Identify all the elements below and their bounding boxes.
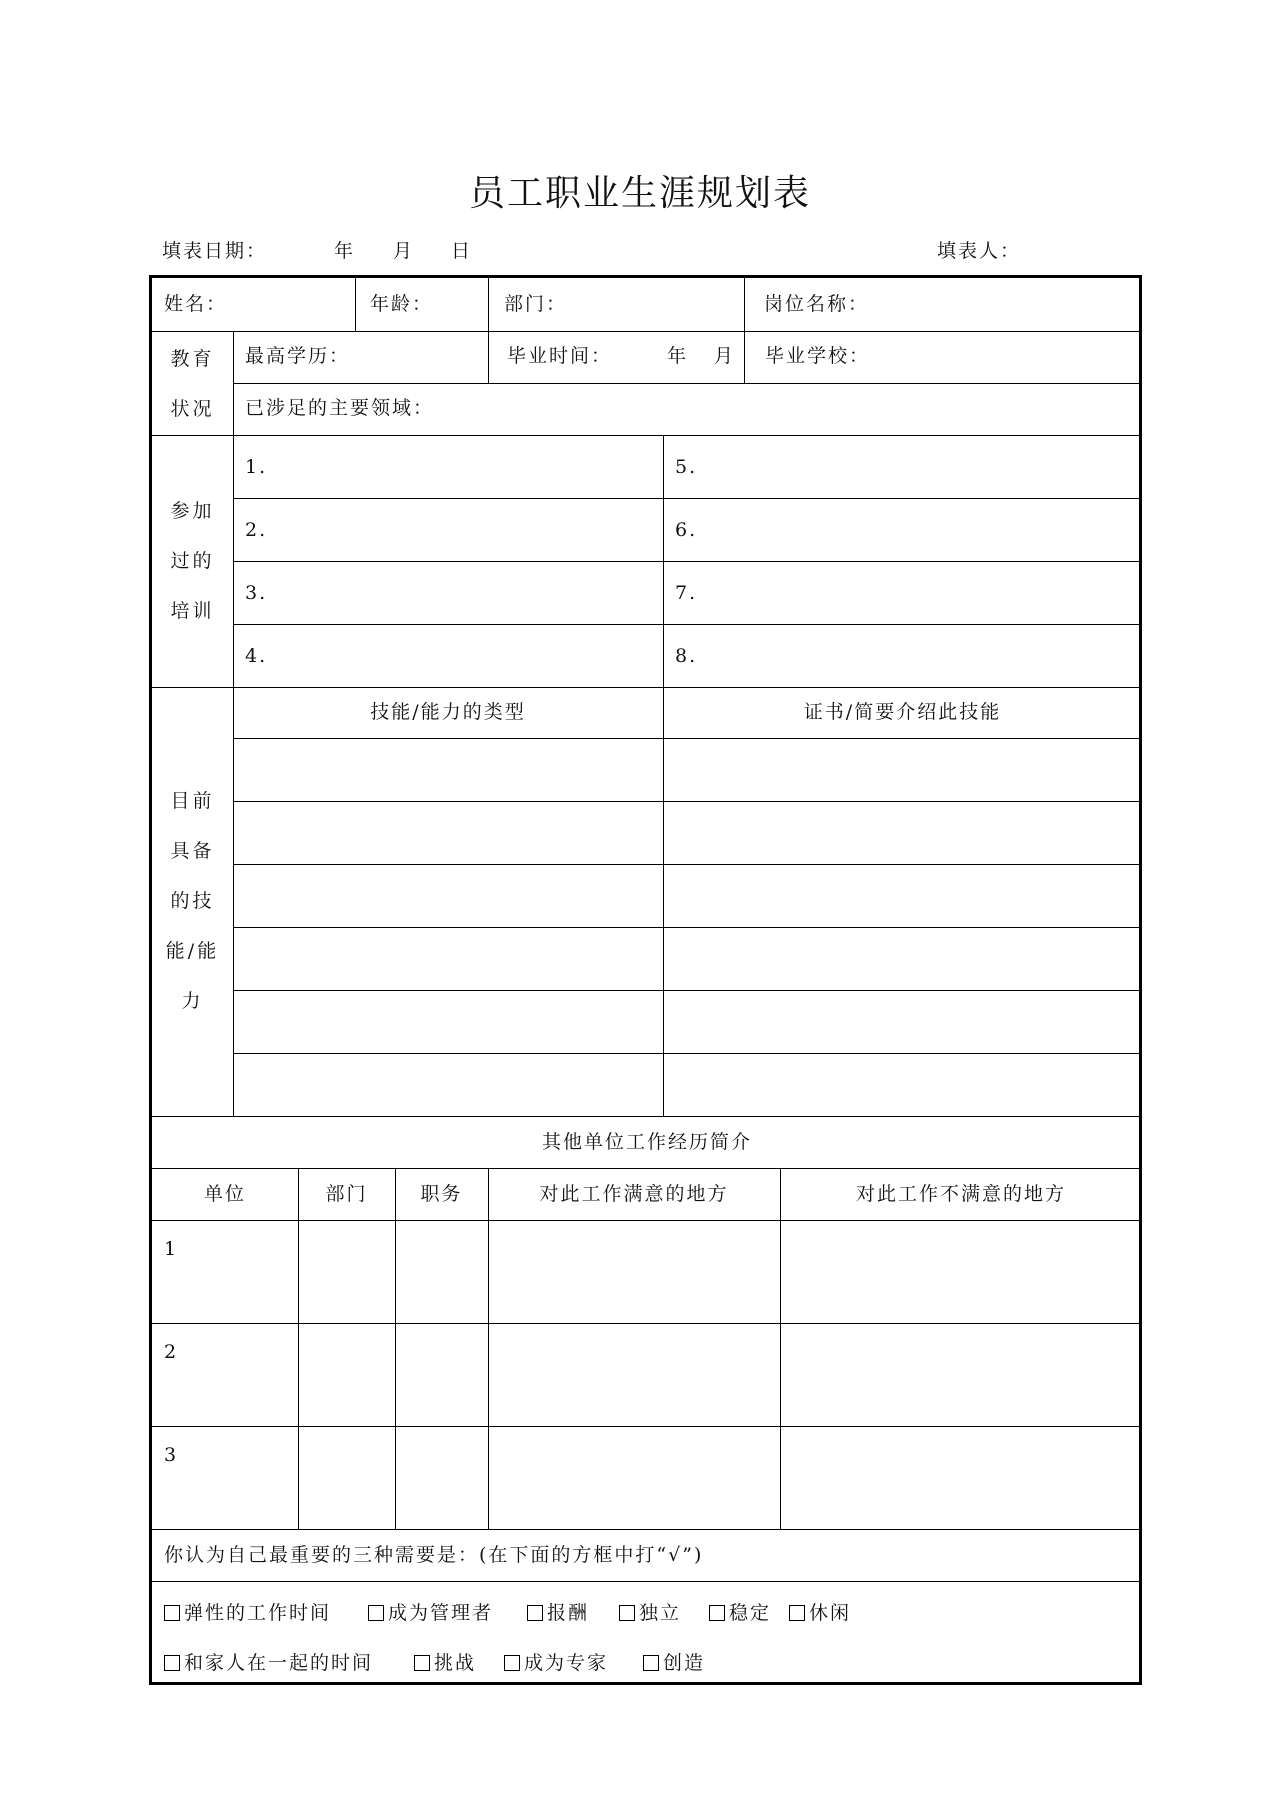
row-divider [233,498,1142,499]
training-label-line: 培训 [170,600,215,622]
training-section-label [152,486,233,636]
skills-label-line: 力 [181,990,204,1012]
grad-month: 月 [714,345,736,367]
row-divider [152,687,1142,688]
need-option[interactable] [789,1598,851,1625]
need-option-label: 休闲 [809,1602,852,1624]
skills-label-line: 目前 [170,790,215,812]
need-option[interactable] [619,1598,681,1625]
checkbox[interactable] [164,1605,180,1621]
row-divider [233,990,1142,991]
age-label: 年龄： [370,293,434,315]
need-option[interactable] [709,1598,771,1625]
date-day: 日 [451,240,473,262]
need-option[interactable] [368,1598,493,1625]
work-col-satisfied: 对此工作满意的地方 [539,1183,729,1205]
checkbox[interactable] [643,1655,659,1671]
need-option-label: 成为专家 [524,1652,609,1674]
need-option[interactable] [164,1648,373,1675]
skill-type-header: 技能/能力的类型 [370,701,526,723]
needs-prompt: 你认为自己最重要的三种需要是：(在下面的方框中打“√”) [164,1544,704,1566]
need-option-label: 弹性的工作时间 [184,1602,332,1624]
row-divider [152,331,1142,332]
row-divider [233,561,1142,562]
grad-year: 年 [667,345,689,367]
fill-date-label: 填表日期： [162,240,268,262]
row-divider [152,435,1142,436]
training-item: 5. [675,456,698,478]
col-divider [395,1168,396,1529]
school-label: 毕业学校： [765,345,871,367]
work-row-number: 2 [164,1341,179,1363]
skills-label-line: 能/能 [165,940,220,962]
row-divider [152,1529,1142,1530]
row-divider [152,1116,1142,1117]
work-history-heading: 其他单位工作经历简介 [541,1131,752,1153]
need-option-label: 挑战 [434,1652,477,1674]
col-divider [233,331,234,1116]
skill-cert-header: 证书/简要介绍此技能 [803,701,1002,723]
training-item: 4. [245,645,268,667]
row-divider [233,383,1142,384]
col-divider [780,1168,781,1529]
row-divider [233,801,1142,802]
checkbox[interactable] [164,1655,180,1671]
row-divider [152,1168,1142,1169]
row-divider [233,624,1142,625]
checkbox[interactable] [414,1655,430,1671]
training-item: 6. [675,519,698,541]
need-option[interactable] [643,1648,705,1675]
skills-label-line: 的技 [170,890,215,912]
row-divider [233,738,1142,739]
work-row-number: 1 [164,1238,179,1260]
position-label: 岗位名称： [764,293,870,315]
work-col-dept: 部门 [325,1183,368,1205]
education-label-line: 状况 [170,398,215,420]
training-label-line: 过的 [170,550,215,572]
col-divider [488,278,489,383]
education-section-label [152,334,233,434]
grad-time-label: 毕业时间： [507,345,613,367]
career-plan-form [149,275,1142,1685]
need-option-label: 稳定 [729,1602,772,1624]
training-item: 3. [245,582,268,604]
training-item: 1. [245,456,268,478]
filler-label: 填表人： [937,240,1022,262]
col-divider [298,1168,299,1529]
checkbox[interactable] [709,1605,725,1621]
row-divider [152,1426,1142,1427]
checkbox[interactable] [368,1605,384,1621]
need-option-label: 报酬 [547,1602,590,1624]
training-label-line: 参加 [170,500,215,522]
training-item: 7. [675,582,698,604]
col-divider [744,278,745,383]
need-option[interactable] [504,1648,608,1675]
col-divider [488,1168,489,1529]
date-year: 年 [334,240,356,262]
checkbox[interactable] [619,1605,635,1621]
col-divider [355,278,356,331]
row-divider [233,927,1142,928]
form-title: 员工职业生涯规划表 [468,173,811,214]
row-divider [152,1220,1142,1221]
checkbox[interactable] [504,1655,520,1671]
dept-label: 部门： [504,293,568,315]
need-option[interactable] [527,1598,589,1625]
education-label-line: 教育 [170,348,215,370]
need-option[interactable] [414,1648,476,1675]
row-divider [233,1053,1142,1054]
need-option-label: 创造 [663,1652,706,1674]
need-option-label: 成为管理者 [388,1602,494,1624]
work-col-unsatisfied: 对此工作不满意的地方 [855,1183,1066,1205]
name-label: 姓名： [164,293,228,315]
col-divider [663,435,664,1116]
need-option-label: 独立 [639,1602,682,1624]
training-item: 8. [675,645,698,667]
row-divider [152,1323,1142,1324]
need-option-label: 和家人在一起的时间 [184,1652,374,1674]
row-divider [152,1581,1142,1582]
work-col-unit: 单位 [203,1183,246,1205]
checkbox[interactable] [527,1605,543,1621]
fields-label: 已涉足的主要领域： [245,397,435,419]
row-divider [233,864,1142,865]
skills-label-line: 具备 [170,840,215,862]
date-month: 月 [393,240,415,262]
work-row-number: 3 [164,1444,179,1466]
checkbox[interactable] [789,1605,805,1621]
highest-degree-label: 最高学历： [245,345,351,367]
training-item: 2. [245,519,268,541]
work-col-title: 职务 [420,1183,463,1205]
need-option[interactable] [164,1598,331,1625]
skills-section-label [152,776,233,1026]
